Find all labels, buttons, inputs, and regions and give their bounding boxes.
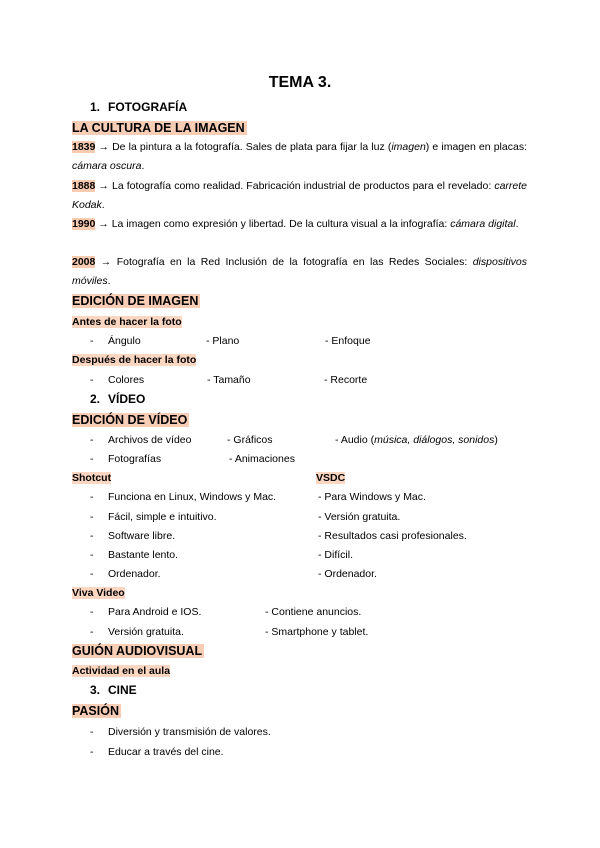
list-item: - Plano [206,335,240,347]
text: - Audio ( [335,434,375,446]
list-item: Archivos de vídeo [108,434,192,446]
heading-text: EDICIÓN DE IMAGEN [72,294,199,308]
italic-text: música, diálogos, sonidos [374,434,495,446]
text: → La imagen como expresión y libertad. De la cultura visual a la infografía: [95,218,451,230]
paragraph-1990 [72,215,527,234]
bullet-dash: - [90,434,94,446]
section-title: VÍDEO [108,392,146,406]
list-item: Funciona en Linux, Windows y Mac. [108,491,277,503]
italic-text: imagen [391,141,426,153]
heading-guion-audiovisual [72,644,204,659]
list-item: - Animaciones [229,453,295,465]
subheading-vsdc [316,471,345,485]
list-item: - Recorte [324,374,368,386]
bullet-dash: - [90,335,94,347]
list-item: - Para Windows y Mac. [318,491,426,503]
subheading-viva-video [72,586,125,600]
section-heading-fotografia [90,100,187,114]
text: . [107,275,111,287]
list-item: - Versión gratuita. [318,511,401,523]
list-item: - Smartphone y tablet. [265,626,369,638]
bullet-dash: - [90,568,94,580]
year-label: 1888 [72,180,96,192]
italic-text: cámara digital [450,218,516,230]
section-heading-cine [90,683,137,697]
heading-pasion [72,704,121,719]
heading-edicion-video [72,413,189,428]
list-item: - Contiene anuncios. [265,606,362,618]
list-item-audio [335,433,498,447]
section-number: 2. [90,392,101,406]
italic-text: dispositivos móviles [72,256,527,287]
text: ) e imagen en placas: [425,141,527,153]
list-item: Bastante lento. [108,549,179,561]
subheading-actividad [72,664,170,678]
bullet-dash: - [90,606,94,618]
italic-text: cámara oscura [72,160,142,172]
paragraph-1888 [72,177,527,215]
text: → Fotografía en la Red Inclusión de la fotografía en las Redes Sociales: [95,256,473,268]
paragraph-1839 [72,138,527,176]
subheading-text: Viva Video [72,587,125,599]
text: → La fotografía como realidad. Fabricación industrial de productos para el revelado: [95,180,495,192]
heading-text: PASIÓN [72,704,119,718]
list-item: Versión gratuita. [108,626,184,638]
bullet-dash: - [90,626,94,638]
list-item: - Tamaño [207,374,251,386]
subheading-text: Actividad en el aula [72,665,171,677]
list-item: Fácil, simple e intuitivo. [108,511,217,523]
section-heading-video [90,392,145,406]
list-item: Ordenador. [108,568,161,580]
section-title: FOTOGRAFÍA [108,100,188,114]
list-item: - Difícil. [318,549,353,561]
bullet-dash: - [90,746,94,758]
subheading-antes [72,315,182,329]
list-item: Diversión y transmisión de valores. [108,726,271,738]
subheading-text: Shotcut [72,472,112,484]
bullet-dash: - [90,549,94,561]
list-item: Fotografías [108,453,162,465]
heading-edicion-imagen [72,294,200,309]
bullet-dash: - [90,453,94,465]
heading-cultura-imagen [72,121,247,136]
year-label: 1839 [72,141,96,153]
section-number: 3. [90,683,101,697]
text: . [515,218,519,230]
subheading-text: Después de hacer la foto [72,354,197,366]
year-label: 1990 [72,218,96,230]
list-item: Colores [108,374,145,386]
year-label: 2008 [72,256,96,268]
bullet-dash: - [90,530,94,542]
subheading-shotcut [72,471,111,485]
list-item: Educar a través del cine. [108,746,224,758]
heading-text: GUIÓN AUDIOVISUAL [72,644,203,658]
bullet-dash: - [90,511,94,523]
list-item: - Ordenador. [318,568,377,580]
italic-text: carrete Kodak [72,180,527,211]
bullet-dash: - [90,374,94,386]
subheading-text: VSDC [316,472,346,484]
bullet-dash: - [90,726,94,738]
section-title: CINE [108,683,137,697]
bullet-dash: - [90,491,94,503]
heading-text: LA CULTURA DE LA IMAGEN [72,121,245,135]
text: → De la pintura a la fotografía. Sales de plata para fijar la luz ( [95,141,392,153]
text: . [101,199,105,211]
document-title: TEMA 3. [268,74,332,91]
subheading-text: Antes de hacer la foto [72,316,182,328]
list-item: - Resultados casi profesionales. [318,530,467,542]
list-item: Ángulo [108,335,141,347]
list-item: Software libre. [108,530,176,542]
text: ) [494,434,498,446]
paragraph-2008 [72,253,527,291]
list-item: - Gráficos [227,434,273,446]
subheading-despues [72,353,196,367]
heading-text: EDICIÓN DE VÍDEO [72,413,188,427]
text: . [141,160,145,172]
list-item: Para Android e IOS. [108,606,202,618]
section-number: 1. [90,100,101,114]
list-item: - Enfoque [325,335,371,347]
